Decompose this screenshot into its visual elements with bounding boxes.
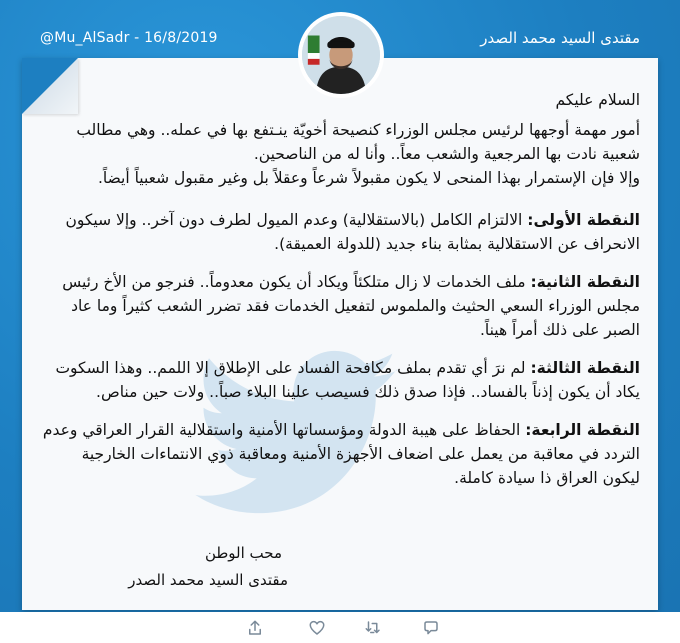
intro-paragraph: أمور مهمة أوجهها لرئيس مجلس الوزراء كنصيحة أخويّة ينـتفع بها في عمله.. وهي مطالب شعبية نادت بها المرجعية والشعب معاً.. وأنا له من الناصحين. bbox=[76, 121, 640, 163]
point-1-label: النقطة الأولى: bbox=[527, 211, 640, 229]
avatar bbox=[298, 12, 384, 98]
signature-block bbox=[128, 540, 288, 594]
signature-line-1: محب الوطن bbox=[204, 544, 282, 562]
point-2 bbox=[40, 270, 640, 342]
reply-icon[interactable] bbox=[420, 618, 442, 638]
point-3-label: النقطة الثالثة: bbox=[530, 359, 640, 377]
handle-date: @Mu_AlSadr - 16/8/2019 bbox=[40, 30, 218, 46]
point-4-label: النقطة الرابعة: bbox=[525, 421, 640, 439]
letter-body bbox=[40, 88, 640, 504]
warning-paragraph: وإلا فإن الإستمرار بهذا المنحى لا يكون مقبولاً شرعاً وعقلاً بل وغير مقبول شعبياً أيضاً. bbox=[97, 169, 640, 187]
point-2-text: ملف الخدمات لا زال متلكئاً ويكاد أن يكون معدوماً.. فنرجو من الأخ رئيس مجلس الوزراء السعي الحثيث والملموس لتفعيل الخدمات فقد تضرر الشعب كثيراً وما عاد الصبر على ذلك أمراً هيناً. bbox=[62, 273, 640, 339]
avatar-photo bbox=[302, 16, 380, 94]
point-4 bbox=[40, 418, 640, 490]
signature-line-2: مقتدى السيد محمد الصدر bbox=[128, 571, 288, 589]
point-3 bbox=[40, 356, 640, 404]
retweet-icon[interactable] bbox=[362, 618, 384, 638]
point-1-text: الالتزام الكامل (بالاستقلالية) وعدم الميول لطرف دون آخر.. وإلا سيكون الانحراف عن الاستقلالية بمثابة بناء جديد (للدولة العميقة). bbox=[65, 211, 640, 253]
point-4-text: الحفاظ على هيبة الدولة ومؤسساتها الأمنية واستقلالية القرار العراقي وعدم التردد في معاقبة من يعمل على اضعاف الأجهزة الأمنية ومعاقبة ذوي الانتماءات الخارجية ليكون العراق ذا سيادة كاملة. bbox=[42, 421, 640, 487]
like-icon[interactable] bbox=[306, 618, 328, 638]
portrait-icon bbox=[302, 16, 380, 94]
letter-card bbox=[22, 58, 658, 610]
author-name: مقتدى السيد محمد الصدر bbox=[480, 29, 640, 47]
share-icon[interactable] bbox=[244, 618, 266, 638]
greeting: السلام عليكم bbox=[555, 91, 640, 109]
point-1 bbox=[40, 208, 640, 256]
point-2-label: النقطة الثانية: bbox=[530, 273, 640, 291]
tweet-action-bar bbox=[0, 612, 680, 643]
point-3-text: لم نرَ أي تقدم بملف مكافحة الفساد على الإطلاق إلا اللمم.. وهذا السكوت يكاد أن يكون إذناً بالفساد.. فإذا صدق ذلك فسيصب علينا البلاء صباً.. ولات حين مناص. bbox=[55, 359, 640, 401]
